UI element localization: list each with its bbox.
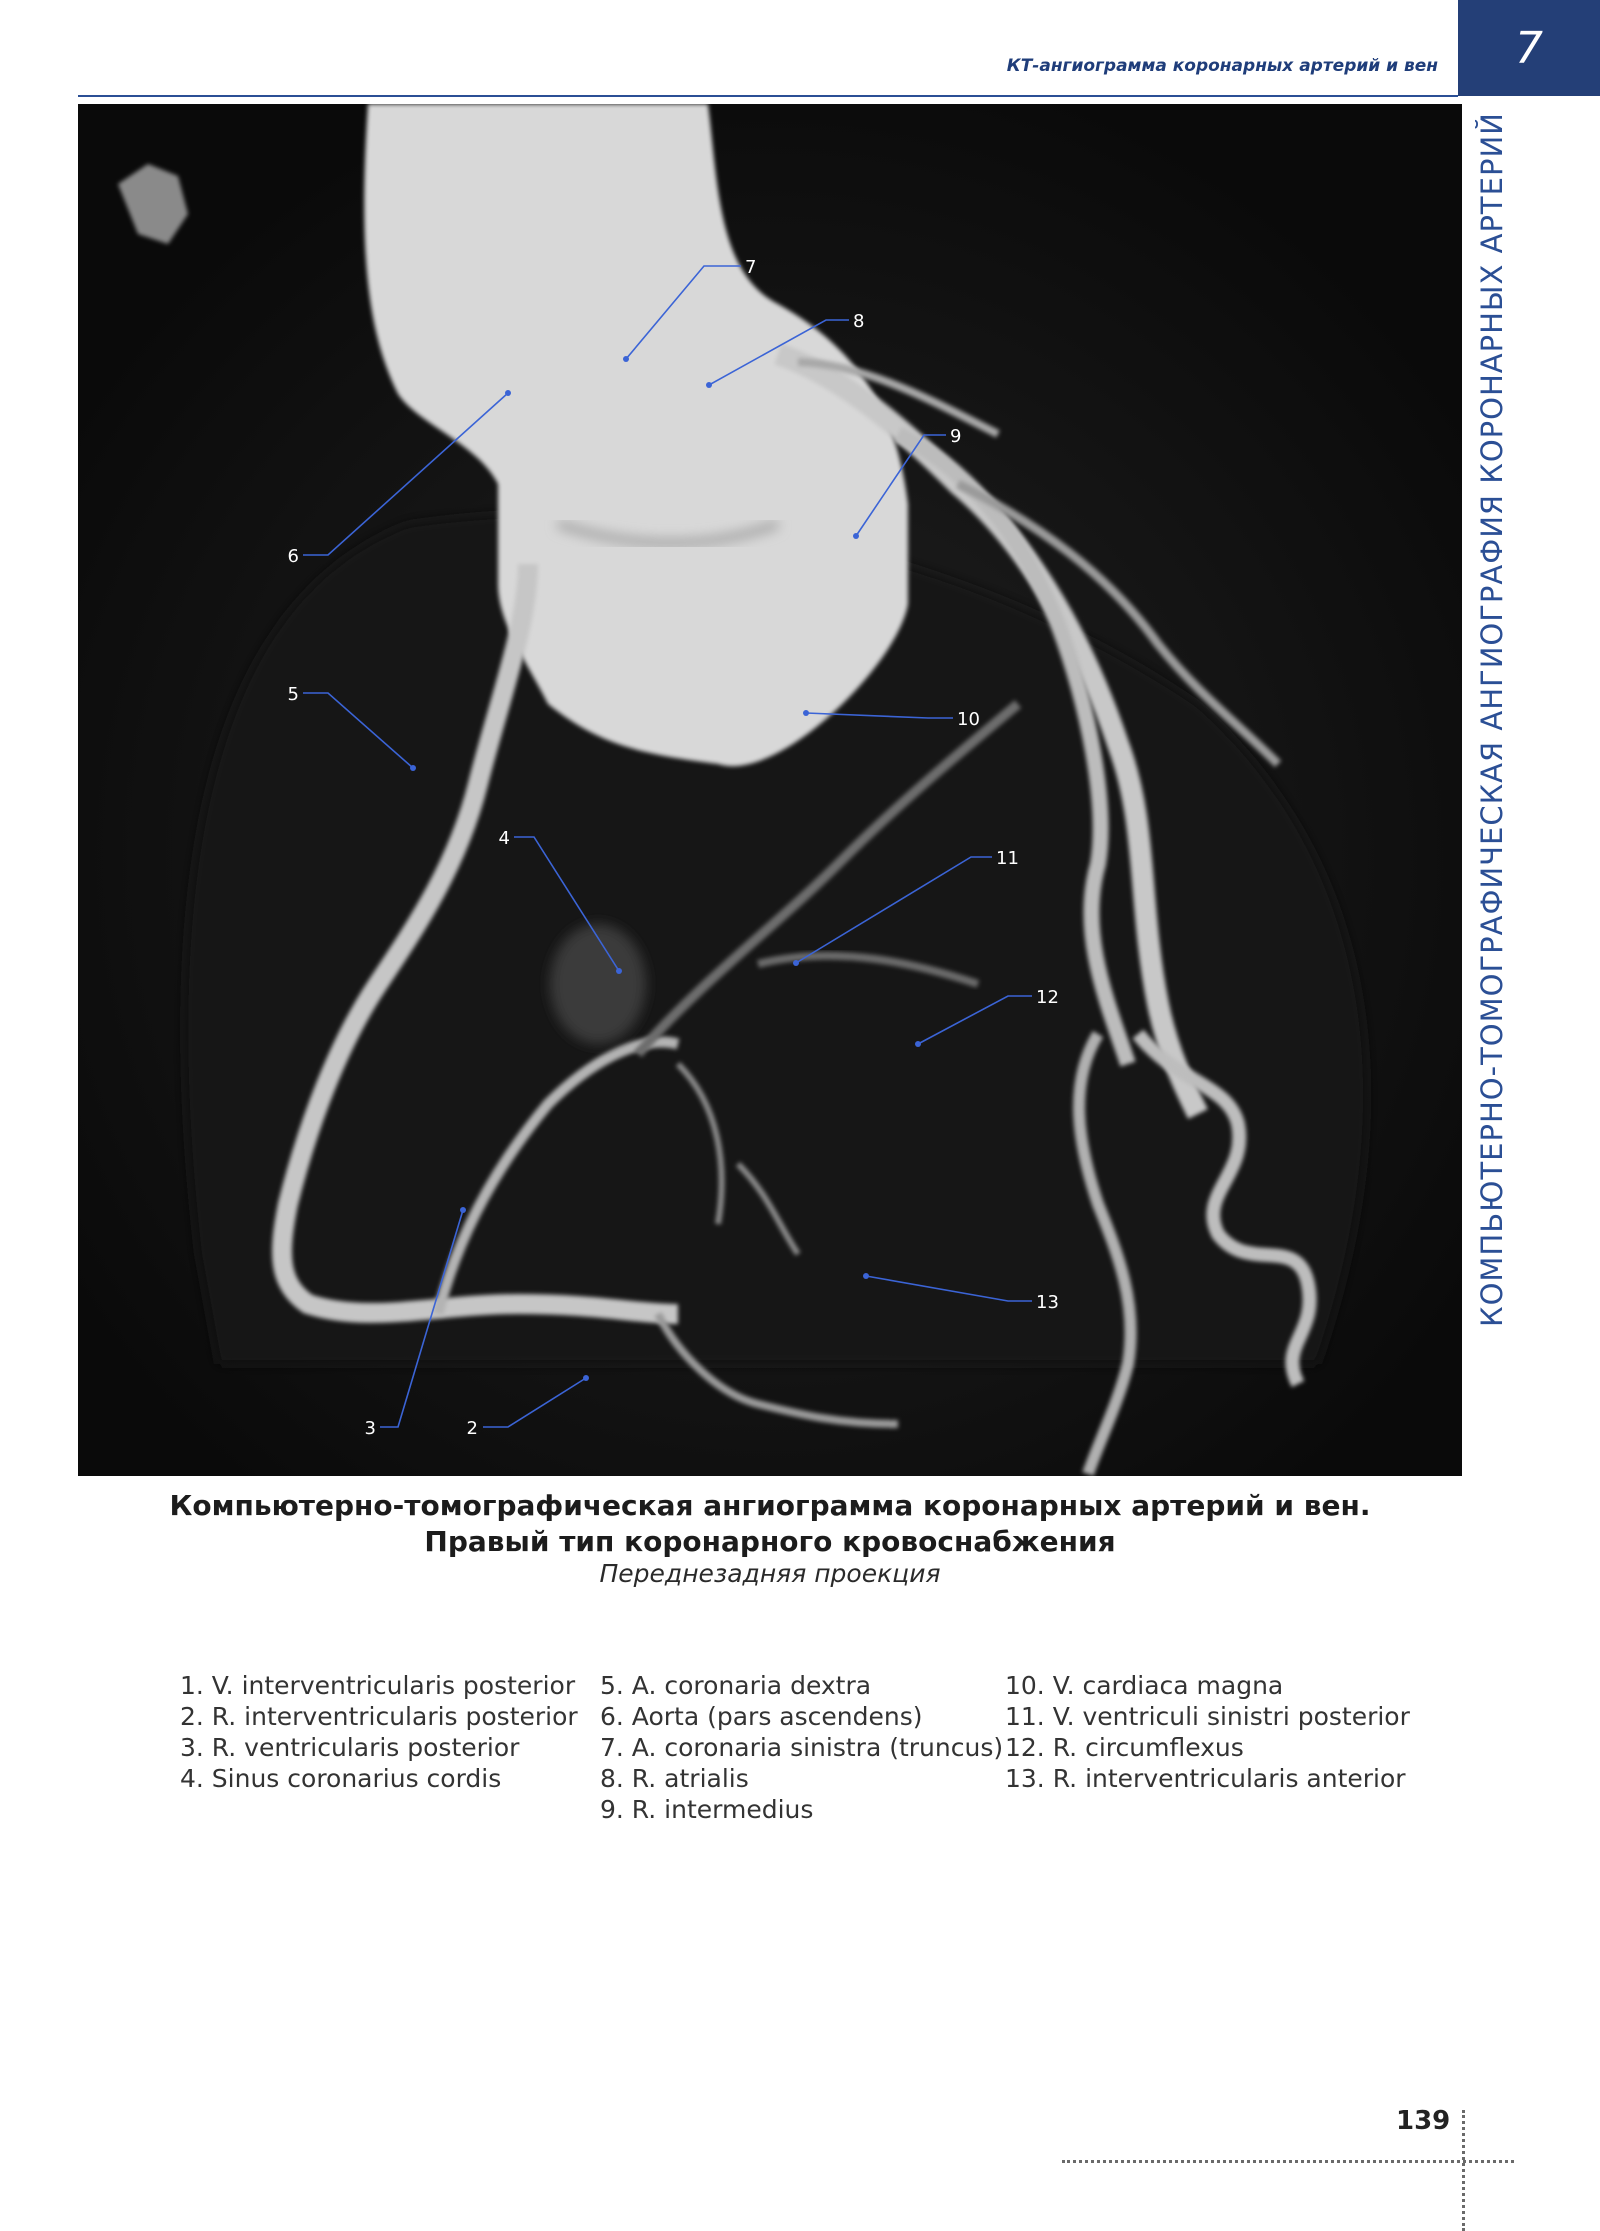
figure-label-13: 13: [1036, 1292, 1059, 1313]
legend-item: 3. R. ventricularis posterior: [180, 1733, 520, 1762]
legend-item: 5. A. coronaria dextra: [600, 1671, 872, 1700]
legend-column-1: [180, 1670, 578, 1794]
figure-label-3: 3: [364, 1418, 376, 1439]
figure-label-12: 12: [1036, 987, 1059, 1008]
side-title: КОМПЬЮТЕРНО-ТОМОГРАФИЧЕСКАЯ АНГИОГРАФИЯ КОРОНАРНЫХ АРТЕРИЙ: [1475, 112, 1509, 1328]
legend-item: 9. R. intermedius: [600, 1795, 814, 1824]
legend-item: 7. A. coronaria sinistra (truncus): [600, 1733, 1004, 1762]
legend-column-3: [1005, 1670, 1410, 1794]
figure-label-5: 5: [287, 684, 299, 705]
header-rule: [78, 95, 1458, 97]
caption-line-2: Правый тип коронарного кровоснабжения: [424, 1525, 1116, 1558]
legend-item: 10. V. cardiaca magna: [1005, 1671, 1284, 1700]
figure-label-9: 9: [950, 426, 962, 447]
angiogram-figure: [78, 104, 1462, 1476]
figure-label-8: 8: [853, 311, 865, 332]
caption-title: [0, 1488, 1540, 1560]
figure-label-4: 4: [498, 828, 510, 849]
legend-item: 2. R. interventricularis posterior: [180, 1702, 578, 1731]
figure-label-11: 11: [996, 848, 1019, 869]
legend-item: 1. V. interventricularis posterior: [180, 1671, 576, 1700]
legend-item: 8. R. atrialis: [600, 1764, 749, 1793]
page-number: 139: [1396, 2106, 1451, 2136]
footer-dotted-vertical: [1462, 2110, 1465, 2231]
legend-column-2: [600, 1670, 1003, 1825]
legend-item: 13. R. interventricularis anterior: [1005, 1764, 1406, 1793]
figure-label-10: 10: [957, 709, 980, 730]
figure-label-2: 2: [466, 1418, 478, 1439]
legend-item: 12. R. circumflexus: [1005, 1733, 1244, 1762]
caption-line-1: Компьютерно-томографическая ангиограмма коронарных артерий и вен.: [169, 1489, 1371, 1522]
figure-label-6: 6: [287, 546, 299, 567]
running-header: КТ-ангиограмма коронарных артерий и вен: [1006, 56, 1438, 76]
legend-item: 11. V. ventriculi sinistri posterior: [1005, 1702, 1410, 1731]
legend-item: 4. Sinus coronarius cordis: [180, 1764, 502, 1793]
caption-subtitle: Переднезадняя проекция: [599, 1559, 941, 1588]
legend-item: 6. Aorta (pars ascendens): [600, 1702, 923, 1731]
footer-dotted-rule: [1062, 2160, 1514, 2163]
figure-label-7: 7: [745, 257, 757, 278]
chapter-number: 7: [1458, 0, 1600, 96]
